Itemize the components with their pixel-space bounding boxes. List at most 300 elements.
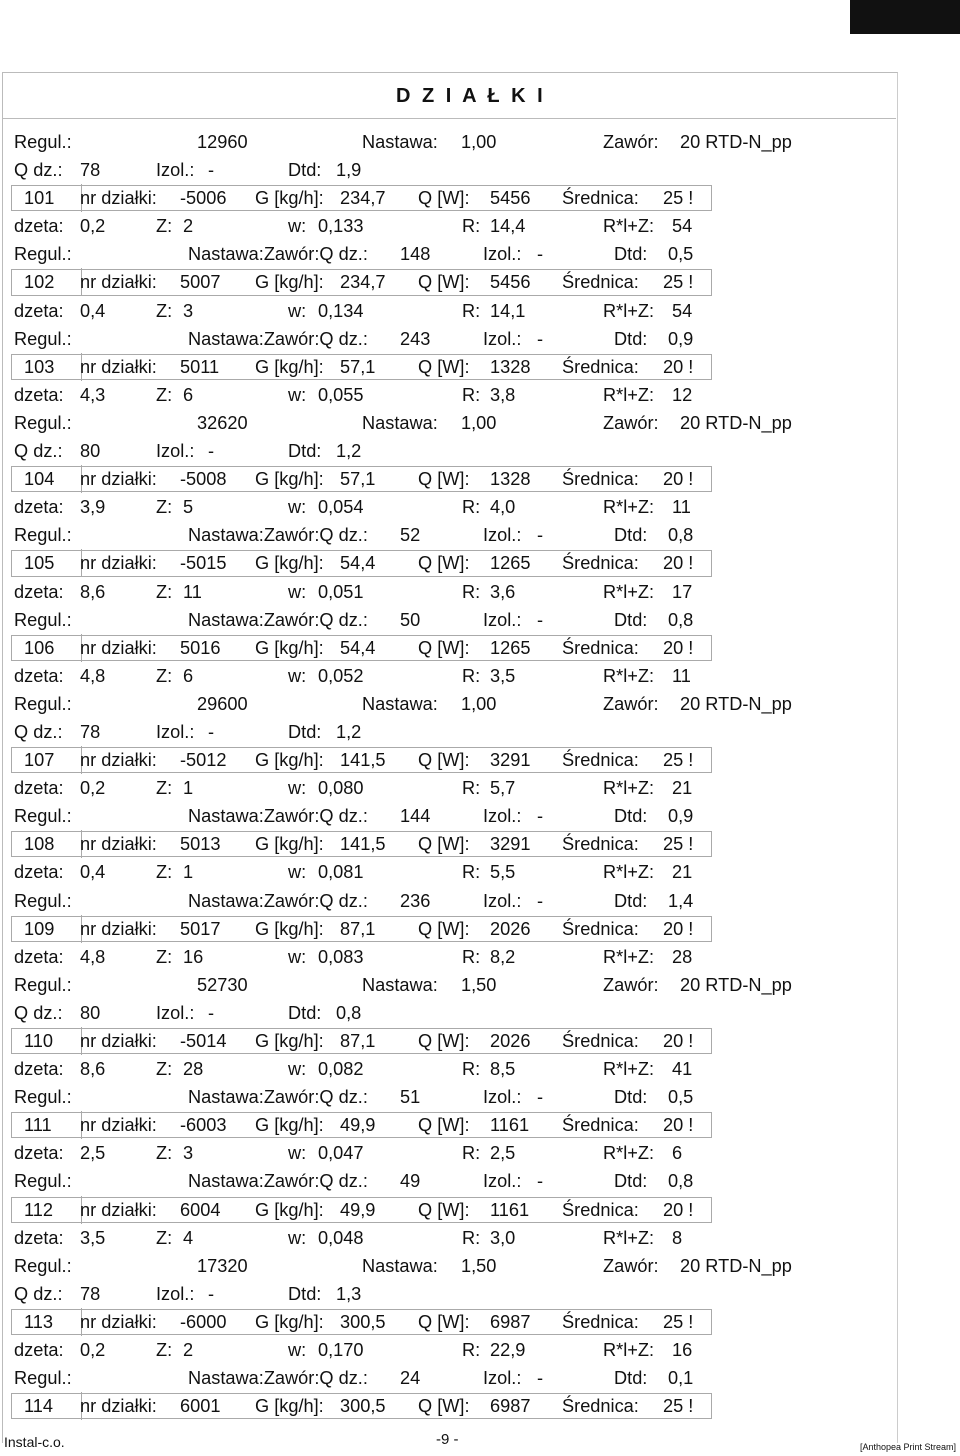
regul-nastawa-row [0, 887, 960, 915]
field-label: Regul.: [14, 974, 72, 995]
field-value: 5011 [180, 356, 220, 377]
field-value: 32620 [197, 412, 248, 433]
field-label: G [kg/h]: [255, 272, 324, 293]
field-value: -5015 [180, 553, 227, 574]
field-value: 2026 [490, 918, 531, 939]
field-label: G [kg/h]: [255, 834, 324, 855]
field-label: w: [288, 497, 307, 518]
field-label: Nastawa:Zawór:Q dz.: [188, 244, 368, 265]
field-value: 243 [400, 328, 431, 349]
field-value: 144 [400, 806, 431, 827]
field-label: Dtd: [288, 441, 322, 462]
field-value: 57,1 [340, 469, 376, 490]
regulator-row [0, 128, 960, 156]
field-value: 1265 [490, 553, 531, 574]
field-value: 113 [24, 1308, 53, 1336]
field-label: nr działki: [80, 1031, 157, 1051]
field-value: 11 [672, 665, 691, 686]
field-value: - [537, 1171, 544, 1192]
field-label: Średnica: [562, 918, 639, 939]
field-value: 0,081 [318, 862, 364, 883]
field-value: 16 [672, 1340, 693, 1361]
field-value: 3291 [490, 834, 531, 855]
field-value: 1161 [490, 1115, 530, 1136]
field-label: G [kg/h]: [255, 918, 324, 939]
field-label: Regul.: [14, 132, 72, 152]
field-value: 20 RTD-N_pp [680, 132, 792, 152]
dzialka-row [0, 465, 960, 493]
field-value: 5456 [490, 272, 531, 293]
field-value: 0,1 [668, 1368, 694, 1389]
field-label: Średnica: [562, 1115, 639, 1136]
field-label: Dtd: [614, 244, 648, 265]
field-label: Regul.: [14, 1368, 72, 1389]
field-label: Nastawa: [362, 1255, 438, 1276]
page-number: -9 - [436, 1431, 459, 1448]
field-value: 25 ! [663, 834, 694, 855]
field-label: nr działki: [80, 637, 157, 658]
field-value: 103 [24, 353, 54, 381]
dzeta-row [0, 943, 960, 971]
field-value: 106 [24, 634, 54, 662]
field-value: 1,4 [668, 890, 694, 911]
qdz-row [0, 156, 960, 184]
field-label: Dtd: [614, 525, 648, 546]
field-value: 80 [80, 1002, 101, 1023]
dzeta-row [0, 774, 960, 802]
field-label: Średnica: [562, 188, 639, 209]
dzeta-row [0, 493, 960, 521]
field-value: 52730 [197, 974, 248, 995]
field-value: 234,7 [340, 188, 386, 209]
field-value: 8,2 [490, 946, 516, 967]
field-label: R: [462, 1059, 481, 1080]
field-label: dzeta: [14, 384, 64, 405]
regul-nastawa-row [0, 521, 960, 549]
field-value: 234,7 [340, 272, 386, 293]
field-value: 57,1 [340, 356, 376, 377]
field-label: Izol.: [483, 525, 522, 546]
field-value: 5017 [180, 918, 221, 939]
field-label: R: [462, 946, 481, 967]
field-value: 0,052 [318, 665, 364, 686]
field-label: nr działki: [80, 1311, 157, 1332]
field-label: dzeta: [14, 665, 64, 686]
field-label: R*l+Z: [603, 1059, 655, 1080]
field-value: 5 [183, 497, 194, 518]
field-label: R*l+Z: [603, 778, 655, 799]
field-label: R*l+Z: [603, 946, 655, 967]
field-label: Zawór: [603, 974, 659, 995]
field-value: 52 [400, 525, 421, 546]
field-value: 108 [24, 830, 54, 858]
field-value: - [208, 160, 215, 181]
field-value: 4,3 [80, 384, 106, 405]
field-label: G [kg/h]: [255, 356, 324, 377]
field-label: Izol.: [156, 1283, 195, 1304]
field-value: 11 [183, 581, 202, 602]
field-value: 12960 [197, 132, 248, 152]
field-value: 0,170 [318, 1340, 364, 1361]
field-label: Izol.: [483, 806, 522, 827]
field-value: 0,2 [80, 778, 106, 799]
field-value: 0,048 [318, 1227, 364, 1248]
field-value: 6 [183, 665, 194, 686]
field-label: dzeta: [14, 1340, 64, 1361]
regul-nastawa-row [0, 1167, 960, 1195]
field-value: 78 [80, 721, 101, 742]
field-value: 25 ! [663, 750, 694, 771]
field-label: R: [462, 862, 481, 883]
field-label: Regul.: [14, 244, 72, 265]
field-label: Izol.: [483, 244, 522, 265]
corner-black-box [850, 0, 960, 34]
field-value: 0,080 [318, 778, 364, 799]
dzeta-row [0, 381, 960, 409]
field-label: Z: [156, 581, 173, 602]
field-value: 6987 [490, 1311, 531, 1332]
field-value: 0,4 [80, 862, 106, 883]
field-value: 0,054 [318, 497, 364, 518]
dzeta-row [0, 662, 960, 690]
field-value: 49,9 [340, 1199, 376, 1220]
dzeta-row [0, 1224, 960, 1252]
field-value: 14,1 [490, 300, 526, 321]
field-value: - [537, 1368, 544, 1389]
field-label: Średnica: [562, 637, 639, 658]
field-label: G [kg/h]: [255, 1199, 324, 1220]
field-label: nr działki: [80, 356, 157, 377]
field-label: Q [W]: [418, 750, 470, 771]
field-value: 12 [672, 384, 693, 405]
field-value: 1,00 [461, 693, 497, 714]
field-label: Z: [156, 665, 173, 686]
field-value: 41 [672, 1059, 693, 1080]
field-value: 20 ! [663, 469, 694, 490]
field-label: w: [288, 384, 307, 405]
field-label: Q [W]: [418, 188, 470, 209]
dzialka-row [0, 1196, 960, 1224]
field-label: Izol.: [483, 890, 522, 911]
field-label: R: [462, 1227, 481, 1248]
field-label: dzeta: [14, 581, 64, 602]
field-label: Q [W]: [418, 272, 470, 293]
field-label: R*l+Z: [603, 665, 655, 686]
field-label: Dtd: [614, 806, 648, 827]
field-label: Średnica: [562, 1311, 639, 1332]
dzialka-row [0, 1308, 960, 1336]
field-value: 3,5 [490, 665, 516, 686]
field-value: 16 [183, 946, 204, 967]
field-label: Nastawa:Zawór:Q dz.: [188, 806, 368, 827]
field-label: Średnica: [562, 356, 639, 377]
field-value: 8,6 [80, 1059, 106, 1080]
field-value: 1,00 [461, 412, 497, 433]
field-label: Dtd: [288, 1002, 322, 1023]
regulator-row [0, 690, 960, 718]
field-label: Średnica: [562, 834, 639, 855]
field-label: Dtd: [614, 1171, 648, 1192]
dzeta-row [0, 1139, 960, 1167]
field-value: 8,6 [80, 581, 106, 602]
field-label: Regul.: [14, 525, 72, 546]
field-value: 5016 [180, 637, 221, 658]
field-value: - [537, 1087, 544, 1108]
field-value: 24 [400, 1368, 421, 1389]
field-label: Izol.: [483, 609, 522, 630]
field-value: - [208, 1002, 215, 1023]
field-value: 1,50 [461, 974, 497, 995]
field-label: G [kg/h]: [255, 188, 324, 209]
field-value: 5456 [490, 188, 531, 209]
field-value: 300,5 [340, 1311, 386, 1332]
field-value: 2,5 [490, 1143, 516, 1164]
field-label: Izol.: [156, 721, 195, 742]
field-label: Q dz.: [14, 1002, 63, 1023]
field-label: G [kg/h]: [255, 637, 324, 658]
field-value: - [208, 441, 215, 462]
field-label: G [kg/h]: [255, 469, 324, 490]
field-value: 28 [672, 946, 693, 967]
regul-nastawa-row [0, 802, 960, 830]
field-value: - [537, 609, 544, 630]
field-label: G [kg/h]: [255, 1031, 324, 1051]
field-label: Średnica: [562, 553, 639, 574]
field-label: Dtd: [614, 890, 648, 911]
field-value: 22,9 [490, 1340, 526, 1361]
field-value: 3,5 [80, 1227, 106, 1248]
field-label: w: [288, 581, 307, 602]
field-value: 3 [183, 1143, 194, 1164]
qdz-row [0, 718, 960, 746]
field-value: -5012 [180, 750, 227, 771]
field-value: 1,3 [336, 1283, 362, 1304]
field-value: 51 [400, 1087, 421, 1108]
field-label: Izol.: [483, 1087, 522, 1108]
field-label: w: [288, 778, 307, 799]
field-label: w: [288, 1143, 307, 1164]
field-label: Regul.: [14, 890, 72, 911]
field-label: Średnica: [562, 1199, 639, 1220]
field-value: 1,2 [336, 721, 362, 742]
field-label: Regul.: [14, 609, 72, 630]
field-label: R: [462, 581, 481, 602]
field-value: 112 [24, 1196, 53, 1224]
field-label: Izol.: [483, 328, 522, 349]
field-label: dzeta: [14, 1143, 64, 1164]
field-value: 1,00 [461, 132, 497, 152]
field-label: Nastawa: [362, 693, 438, 714]
field-label: Izol.: [156, 160, 195, 181]
dzeta-row [0, 858, 960, 886]
dzeta-row [0, 212, 960, 240]
field-label: Zawór: [603, 412, 659, 433]
field-label: Nastawa:Zawór:Q dz.: [188, 525, 368, 546]
field-value: 107 [24, 746, 54, 774]
field-value: 1,2 [336, 441, 362, 462]
field-label: G [kg/h]: [255, 553, 324, 574]
field-value: 20 RTD-N_pp [680, 693, 792, 714]
field-label: Nastawa: [362, 974, 438, 995]
field-value: 111 [24, 1111, 52, 1139]
field-value: 20 ! [663, 356, 694, 377]
field-value: 14,4 [490, 216, 526, 237]
field-label: R: [462, 665, 481, 686]
field-value: 3,9 [80, 497, 106, 518]
field-value: 11 [672, 497, 691, 518]
field-label: G [kg/h]: [255, 1115, 324, 1136]
field-label: Z: [156, 1340, 173, 1361]
field-value: 3 [183, 300, 194, 321]
field-label: Średnica: [562, 1031, 639, 1051]
field-value: 0,2 [80, 1340, 106, 1361]
field-value: 236 [400, 890, 431, 911]
field-value: 2 [183, 1340, 194, 1361]
field-value: 28 [183, 1059, 204, 1080]
field-label: Z: [156, 862, 173, 883]
field-value: 8 [672, 1227, 683, 1248]
field-label: Nastawa:Zawór:Q dz.: [188, 1368, 368, 1389]
field-value: 2026 [490, 1031, 531, 1051]
field-value: 17320 [197, 1255, 248, 1276]
field-value: 5,5 [490, 862, 516, 883]
field-label: R: [462, 216, 481, 237]
regul-nastawa-row [0, 1083, 960, 1111]
field-label: R: [462, 497, 481, 518]
field-value: 20 ! [663, 1115, 694, 1136]
field-label: R*l+Z: [603, 300, 655, 321]
dzialka-row [0, 1111, 960, 1139]
field-value: 17 [672, 581, 693, 602]
field-label: Z: [156, 1059, 173, 1080]
field-value: 6004 [180, 1199, 221, 1220]
field-label: Dtd: [614, 609, 648, 630]
field-value: 1265 [490, 637, 531, 658]
field-value: 54,4 [340, 553, 376, 574]
field-label: Q [W]: [418, 1311, 470, 1332]
field-label: nr działki: [80, 1115, 157, 1136]
field-value: - [537, 525, 544, 546]
field-value: 20 ! [663, 637, 694, 658]
field-value: 1328 [490, 356, 531, 377]
dzeta-row [0, 1336, 960, 1364]
field-value: 3,8 [490, 384, 516, 405]
field-value: 20 RTD-N_pp [680, 1255, 792, 1276]
field-label: R: [462, 384, 481, 405]
field-value: 0,4 [80, 300, 106, 321]
field-value: 0,8 [668, 525, 694, 546]
field-value: 20 ! [663, 1199, 694, 1220]
field-label: Regul.: [14, 693, 72, 714]
field-value: 1 [183, 778, 194, 799]
dzialka-row [0, 746, 960, 774]
regul-nastawa-row [0, 1364, 960, 1392]
field-label: nr działki: [80, 918, 157, 939]
regul-nastawa-row [0, 325, 960, 353]
field-label: nr działki: [80, 750, 157, 771]
field-label: Q dz.: [14, 160, 63, 181]
field-value: - [537, 328, 544, 349]
field-label: Z: [156, 384, 173, 405]
field-value: 54,4 [340, 637, 376, 658]
field-value: 49,9 [340, 1115, 376, 1136]
dzeta-row [0, 297, 960, 325]
field-value: 141,5 [340, 834, 386, 855]
field-label: Q dz.: [14, 1283, 63, 1304]
field-value: 101 [24, 184, 54, 212]
field-label: dzeta: [14, 1227, 64, 1248]
field-value: 49 [400, 1171, 421, 1192]
field-label: w: [288, 665, 307, 686]
field-label: Z: [156, 1143, 173, 1164]
field-label: R: [462, 1143, 481, 1164]
field-value: 300,5 [340, 1396, 386, 1417]
field-label: R: [462, 300, 481, 321]
field-value: 80 [80, 441, 101, 462]
field-value: 5007 [180, 272, 221, 293]
field-value: 87,1 [340, 1031, 376, 1051]
field-value: 0,9 [668, 328, 694, 349]
field-value: 0,051 [318, 581, 364, 602]
dzeta-row [0, 578, 960, 606]
field-value: 0,082 [318, 1059, 364, 1080]
field-label: Regul.: [14, 1171, 72, 1192]
field-label: Zawór: [603, 1255, 659, 1276]
field-value: 20 ! [663, 553, 694, 574]
field-label: Q dz.: [14, 441, 63, 462]
field-label: Dtd: [288, 721, 322, 742]
field-value: 3,6 [490, 581, 516, 602]
field-label: R: [462, 778, 481, 799]
field-label: dzeta: [14, 216, 64, 237]
field-value: 5013 [180, 834, 221, 855]
field-label: dzeta: [14, 300, 64, 321]
field-label: w: [288, 216, 307, 237]
dzialka-row [0, 353, 960, 381]
field-label: G [kg/h]: [255, 1396, 324, 1417]
field-value: 20 RTD-N_pp [680, 412, 792, 433]
field-label: Q [W]: [418, 1115, 470, 1136]
field-label: nr działki: [80, 1396, 157, 1417]
field-value: 4,8 [80, 946, 106, 967]
field-label: Q [W]: [418, 834, 470, 855]
qdz-row [0, 437, 960, 465]
field-label: w: [288, 1059, 307, 1080]
dzeta-row [0, 1055, 960, 1083]
field-label: R*l+Z: [603, 497, 655, 518]
regulator-row [0, 971, 960, 999]
field-label: dzeta: [14, 497, 64, 518]
field-value: 1328 [490, 469, 531, 490]
dzialka-row [0, 549, 960, 577]
field-label: Dtd: [614, 1087, 648, 1108]
field-label: nr działki: [80, 1199, 157, 1220]
field-label: Izol.: [483, 1368, 522, 1389]
qdz-row [0, 1280, 960, 1308]
field-label: dzeta: [14, 946, 64, 967]
field-label: Średnica: [562, 750, 639, 771]
field-value: 0,5 [668, 244, 694, 265]
field-value: 78 [80, 160, 101, 181]
regulator-row [0, 1252, 960, 1280]
field-label: Zawór: [603, 693, 659, 714]
field-value: 6 [183, 384, 194, 405]
field-label: Q [W]: [418, 1031, 470, 1051]
page-title: D Z I A Ł K I [396, 85, 546, 107]
field-label: Q [W]: [418, 469, 470, 490]
field-value: 25 ! [663, 1311, 694, 1332]
field-value: 2 [183, 216, 194, 237]
